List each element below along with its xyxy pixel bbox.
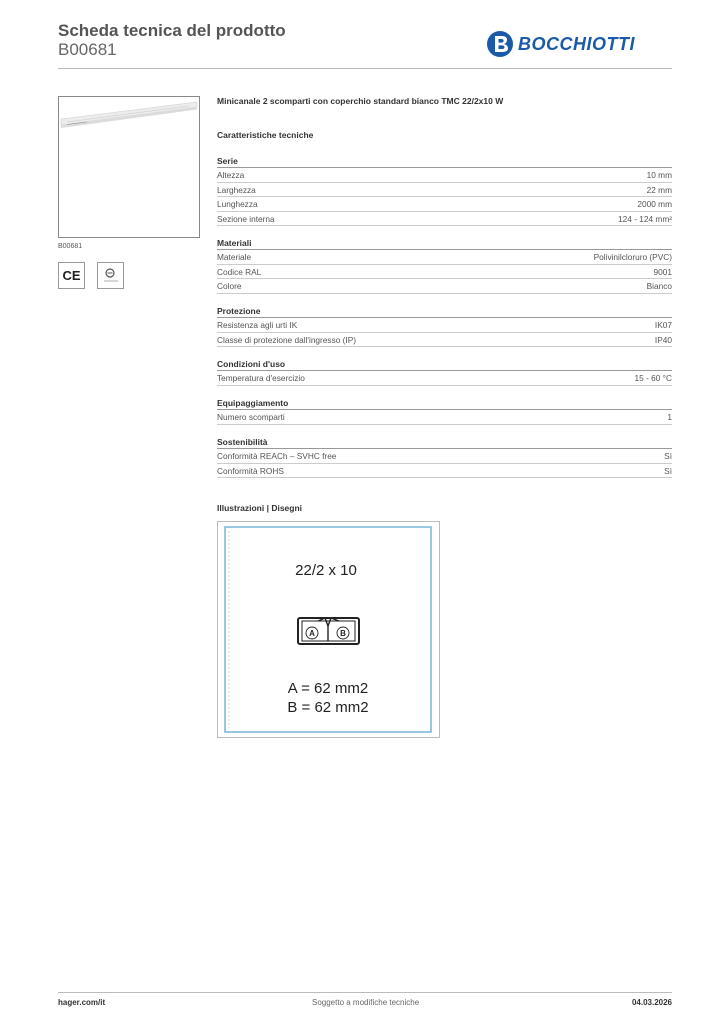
spec-value: 10 mm xyxy=(646,170,672,180)
spec-row xyxy=(217,250,672,265)
cert-seal-icon xyxy=(101,266,121,286)
brand-logo xyxy=(486,28,635,60)
brand-mark-icon xyxy=(486,30,514,58)
section-title: Sostenibilità xyxy=(217,436,672,449)
section-title: Serie xyxy=(217,155,672,168)
compartment-a-label: A xyxy=(309,629,315,638)
section-serie xyxy=(217,155,672,226)
spec-row xyxy=(217,410,672,425)
size-label: 22/2 x 10 xyxy=(295,562,357,579)
spec-label: Temperatura d'esercizio xyxy=(217,373,305,383)
spec-row xyxy=(217,449,672,464)
ce-mark-label: CE xyxy=(62,268,81,283)
spec-row xyxy=(217,212,672,227)
spec-row xyxy=(217,265,672,280)
spec-label: Larghezza xyxy=(217,184,256,195)
spec-label: Sezione interna xyxy=(217,213,275,224)
spec-label: Altezza xyxy=(217,170,245,180)
spec-value: IP40 xyxy=(654,334,672,345)
compartment-b-label: B xyxy=(340,629,346,638)
spec-label: Colore xyxy=(217,281,242,291)
section-materiali xyxy=(217,237,672,294)
brand-name: BOCCHIOTTI xyxy=(518,33,635,54)
spec-label: Resistenza agli urti IK xyxy=(217,320,298,330)
spec-label: Conformità REACh – SVHC free xyxy=(217,451,337,461)
footer-website: hager.com/it xyxy=(58,998,106,1007)
section-title: Equipaggiamento xyxy=(217,397,672,410)
cross-section-drawing xyxy=(218,522,439,737)
spec-value: Sì xyxy=(664,465,672,476)
ce-mark-icon xyxy=(58,262,85,289)
spec-label: Materiale xyxy=(217,252,252,262)
spec-value: 2000 mm xyxy=(637,199,672,209)
spec-row xyxy=(217,183,672,198)
area-b-label: B = 62 mm2 xyxy=(287,699,369,716)
spec-heading: Caratteristiche tecniche xyxy=(217,130,314,140)
product-photo xyxy=(59,97,199,237)
spec-row xyxy=(217,333,672,348)
spec-row xyxy=(217,279,672,294)
spec-value: Bianco xyxy=(646,281,672,291)
spec-value: 9001 xyxy=(653,266,672,277)
footer-divider xyxy=(58,992,672,993)
spec-value: IK07 xyxy=(654,320,672,330)
footer-date: 04.03.2026 xyxy=(631,998,672,1007)
area-a-label: A = 62 mm2 xyxy=(287,680,369,697)
section-equipaggiamento xyxy=(217,397,672,425)
spec-value: 1 xyxy=(667,412,672,422)
spec-label: Numero scomparti xyxy=(217,412,285,422)
technical-drawing xyxy=(217,521,440,738)
spec-label: Conformità ROHS xyxy=(217,465,284,476)
spec-value: 15 - 60 °C xyxy=(634,373,672,383)
spec-row xyxy=(217,318,672,333)
illustrations-heading: Illustrazioni | Disegni xyxy=(217,503,303,513)
spec-value: 22 mm xyxy=(646,184,672,195)
spec-row xyxy=(217,371,672,386)
spec-label: Codice RAL xyxy=(217,266,262,277)
footer-disclaimer: Soggetto a modifiche tecniche xyxy=(312,998,420,1007)
certification-icon xyxy=(97,262,124,289)
spec-label: Classe di protezione dall'ingresso (IP) xyxy=(217,334,357,345)
product-code: B00681 xyxy=(58,40,117,59)
spec-row xyxy=(217,464,672,479)
section-title: Materiali xyxy=(217,237,672,250)
spec-row xyxy=(217,168,672,183)
section-title: Condizioni d'uso xyxy=(217,358,672,371)
section-sostenibilita xyxy=(217,436,672,478)
spec-value: Polivinilcloruro (PVC) xyxy=(593,252,672,262)
section-protezione xyxy=(217,305,672,347)
product-image xyxy=(58,96,200,238)
spec-row xyxy=(217,197,672,212)
spec-value: Sì xyxy=(664,451,672,461)
header-divider xyxy=(58,68,672,69)
spec-value: 124 - 124 mm² xyxy=(618,213,672,224)
section-condizioni-uso xyxy=(217,358,672,386)
spec-label: Lunghezza xyxy=(217,199,258,209)
image-caption: B00681 xyxy=(58,243,83,250)
page-title: Scheda tecnica del prodotto xyxy=(58,21,286,40)
section-title: Protezione xyxy=(217,305,672,318)
product-name: Minicanale 2 scomparti con coperchio standard bianco TMC 22/2x10 W xyxy=(217,96,504,106)
channel-section-icon xyxy=(298,618,359,644)
